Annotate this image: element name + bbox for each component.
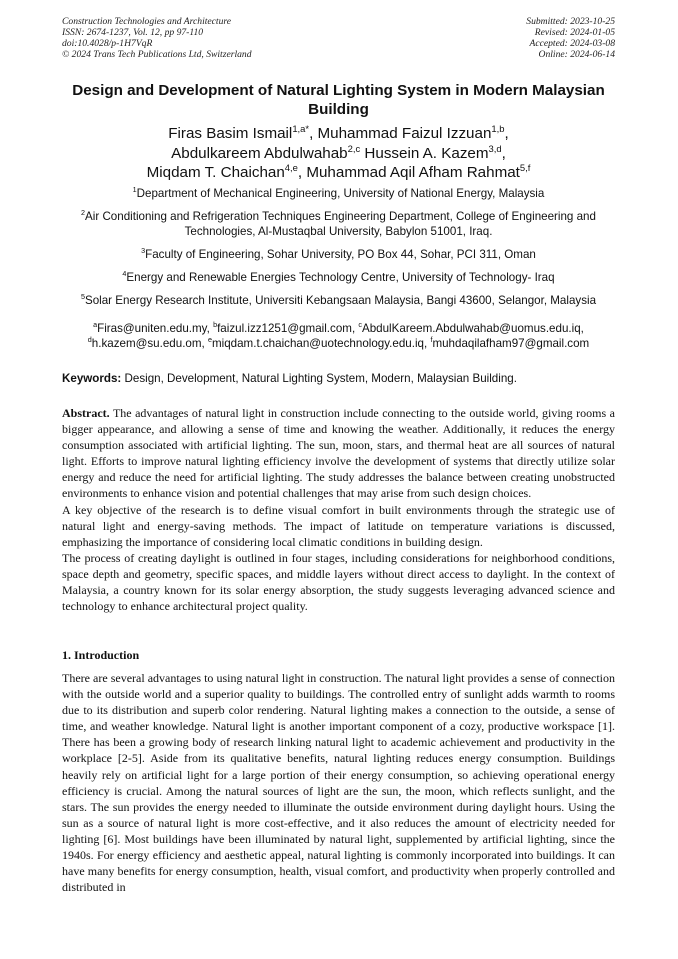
issn-line: ISSN: 2674-1237, Vol. 12, pp 97-110: [62, 27, 204, 39]
keywords-text: Design, Development, Natural Lighting System, Modern, Malaysian Building.: [121, 372, 517, 385]
email-list: $^a$Firas@uniten.edu.my, $^b$faizul.izz1251@gmail.com, $^c$AbdulKareem.Abdulwahab@uomus.edu.iq, $^d$h.kazem@su.edu.om, $^e$miqdam.t.chaichan@uotechnology.edu.iq, $^f$muhdaqilafham97@gmail.com: [87, 320, 590, 350]
keywords: [62, 371, 615, 386]
author: Firas Basim Ismail$^{1,a*}$: [168, 122, 310, 142]
email-link[interactable]: $^a$Firas@uniten.edu.my: [93, 320, 207, 335]
email-link[interactable]: $^f$muhdaqilafham97@gmail.com: [430, 335, 590, 350]
email-link[interactable]: $^c$AbdulKareem.Abdulwahab@uomus.edu.iq: [358, 320, 581, 335]
submitted-date: Submitted: 2023-10-25: [526, 16, 615, 27]
abstract-paragraph: Abstract. The advantages of natural light in construction include connecting to the outside world, giving rooms a bigger appearance, and allowing a sense of time and knowing the weather. Additionally, it reduces the energy consumption associated with artificial lighting. The sun, moon, stars, and thermal heat are all sources of natural light. Efforts to improve natural lighting efficiency involve the development of systems that directly utilize solar energy and reduce the need for artificial lighting. The study addresses the balance between creating unobstructed environments to enhance vision and potential challenges that may arise from such design choices.: [62, 406, 615, 501]
abstract-paragraph: The process of creating daylight is outlined in four stages, including considerations for neighborhood conditions, space depth and geometry, specific spaces, and middle layers without direct access to daylight. In the context of Malaysia, a country known for its solar energy absorption, the study suggests leveraging advanced science and technology to enhance architectural project quality.: [62, 550, 615, 614]
introduction-body: [62, 670, 615, 895]
abstract-label: Abstract.: [62, 406, 110, 420]
author: Miqdam T. Chaichan$^{4,e}$: [146, 161, 298, 181]
abstract: [62, 405, 615, 614]
introduction-paragraph: There are several advantages to using natural light in construction. The natural light provides a sense of connection with the outside world and a superior quality to buildings. The controlled entry of sunlight adds warmth to rooms due to its distribution and superb color rendering. Natural lighting makes a connection to the outside, a sense of time, and weather knowledge. Natural light is another important component of a cozy, productive workspace [1]. There has been a growing body of research linking natural light to academic achievement and productivity in the workplace [2-5]. Aside from its qualitative benefits, natural lighting reduces energy consumption. Buildings heavily rely on artificial light for a large portion of their energy consumption, so achieving operational energy efficiency is crucial. Among the natural sources of light are the sun, the moon, which reflects sunlight, and the stars. The sun provides the energy needed to illuminate the outside environment during daylight hours. Using the sun as a source of natural light is more cost-effective, and it also reduces the amount of electricity needed for lighting [6]. Most buildings have been illuminated by natural light, supplemented by artificial lighting, since the 1940s. For energy efficiency and aesthetic appeal, natural lighting is commonly incorporated into buildings. It can have many benefits for energy consumption, health, visual comfort, and productivity when properly controlled and distributed in: [62, 671, 615, 895]
revised-date: Revised: 2024-01-05: [534, 27, 615, 39]
author: Muhammad Aqil Afham Rahmat$^{5,f}$: [306, 161, 531, 181]
affiliation: $^1$Department of Mechanical Engineering, University of National Energy, Malaysia: [132, 185, 545, 200]
abstract-paragraph: A key objective of the research is to define visual comfort in built environments through the strategic use of natural light and energy-saving methods. The impact of latitude on temperature variations is discussed, emphasizing the importance of considering local climatic conditions in building design.: [62, 502, 615, 549]
journal-name: Construction Technologies and Architecture: [62, 16, 232, 27]
affiliation-list: [62, 186, 615, 316]
copyright-line: © 2024 Trans Tech Publications Ltd, Switzerland: [62, 49, 252, 61]
affiliation: $^3$Faculty of Engineering, Sohar University, PO Box 44, Sohar, PCI 311, Oman: [141, 246, 536, 261]
author: Muhammad Faizul Izzuan$^{1,b}$: [317, 122, 505, 142]
author-list: Firas Basim Ismail$^{1,a*}$, Muhammad Faizul Izzuan$^{1,b}$, Abdulkareem Abdulwahab$^{2,c}$ Hussein A. Kazem$^{3,d}$, Miqdam T. Chaichan$^{4,e}$, Muhammad Aqil Afham Rahmat$^{5,f}$: [146, 122, 531, 181]
author: Hussein A. Kazem$^{3,d}$: [364, 142, 502, 162]
keywords-label: Keywords:: [62, 372, 122, 385]
affiliation: $^5$Solar Energy Research Institute, Universiti Kebangsaan Malaysia, Bangi 43600, Selangor, Malaysia: [80, 292, 597, 307]
journal-header-right: [526, 16, 615, 60]
email-link[interactable]: $^b$faizul.izz1251@gmail.com: [213, 320, 352, 335]
email-link[interactable]: $^e$miqdam.t.chaichan@uotechnology.edu.iq: [207, 335, 424, 350]
journal-header-left: [62, 16, 252, 60]
doi-link[interactable]: doi:10.4028/p-1H7VqR: [62, 38, 153, 50]
accepted-date: Accepted: 2024-03-08: [529, 38, 615, 50]
author: Abdulkareem Abdulwahab$^{2,c}$: [171, 142, 361, 162]
online-date: Online: 2024-06-14: [538, 49, 615, 61]
paper-title: Design and Development of Natural Lighting System in Modern Malaysian Building: [72, 82, 605, 118]
affiliation: $^4$Energy and Renewable Energies Technology Centre, University of Technology- Iraq: [122, 269, 555, 284]
affiliation: $^2$Air Conditioning and Refrigeration Techniques Engineering Department, College of Engineering and Technologies, Al-Mustaqbal University, Babylon 51001, Iraq.: [81, 208, 596, 238]
section-heading: 1. Introduction: [62, 648, 140, 662]
email-link[interactable]: $^d$h.kazem@su.edu.om: [87, 335, 202, 350]
